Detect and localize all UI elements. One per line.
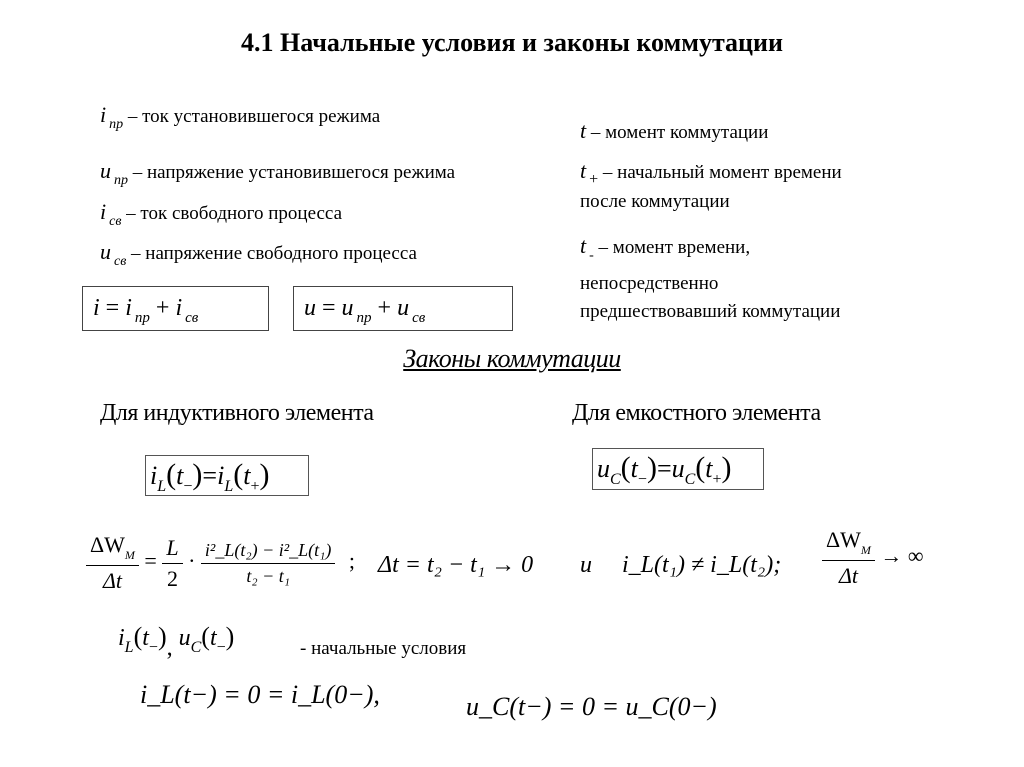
subscript: - bbox=[589, 248, 594, 263]
energy-fraction bbox=[86, 532, 139, 594]
symbol: t bbox=[243, 461, 251, 490]
subscript: C bbox=[610, 471, 621, 488]
subscript: пр bbox=[134, 310, 150, 326]
subscript: пр bbox=[356, 310, 372, 326]
voltage-sum-box bbox=[293, 286, 513, 331]
paren: ) bbox=[225, 622, 235, 651]
operator: = bbox=[202, 461, 218, 490]
fraction-denominator: 2 bbox=[166, 565, 178, 591]
symbol: u bbox=[597, 454, 610, 483]
il-zero-condition: i_L(t−) = 0 = i_L(0−), bbox=[140, 680, 380, 709]
subscript: св bbox=[412, 310, 426, 326]
operator: = bbox=[144, 548, 157, 574]
paren: ) bbox=[192, 458, 203, 491]
voltage-sum-formula bbox=[304, 295, 425, 327]
symbol: i bbox=[100, 199, 107, 224]
paren: ) bbox=[259, 458, 270, 491]
symbol: t bbox=[580, 158, 587, 183]
il-symbol: i bbox=[118, 625, 125, 651]
fraction-numerator bbox=[822, 527, 875, 561]
subscript: L bbox=[124, 639, 134, 656]
section-heading: Законы коммутации bbox=[403, 344, 621, 373]
fraction-denominator: Δt bbox=[838, 563, 858, 588]
symbol: t bbox=[580, 118, 587, 143]
definition-t-minus bbox=[580, 232, 840, 326]
subscript: M bbox=[124, 548, 135, 562]
definition-text: – начальный момент времени bbox=[602, 162, 842, 183]
definition-text: – ток установившегося режима bbox=[127, 106, 381, 127]
fraction-numerator bbox=[86, 532, 139, 566]
operator: + bbox=[377, 295, 392, 321]
paren: ) bbox=[721, 451, 732, 484]
delta-t-limit: Δt = t₂ − t₁ → 0 bbox=[378, 552, 534, 578]
definition-text: – напряжение установившегося режима bbox=[132, 162, 456, 183]
definition-t bbox=[580, 120, 768, 144]
symbol: u bbox=[100, 158, 111, 183]
definition-u-sv bbox=[100, 241, 417, 273]
page-title: 4.1 Начальные условия и законы коммутации bbox=[241, 28, 783, 57]
separator: ; bbox=[348, 548, 356, 574]
paren: ( bbox=[233, 458, 244, 491]
definition-i-pr bbox=[100, 104, 380, 136]
fraction-denominator: t₂ − t₁ bbox=[246, 565, 290, 586]
subscript: C bbox=[684, 471, 696, 488]
symbol: u bbox=[671, 454, 685, 483]
paren: ) bbox=[646, 451, 657, 484]
limit-fraction bbox=[822, 527, 875, 589]
symbol: u bbox=[304, 295, 316, 321]
uc-zero-condition: u_C(t−) = 0 = u_C(0−) bbox=[466, 692, 717, 721]
subscript: − bbox=[183, 478, 193, 495]
paren: ( bbox=[201, 622, 210, 651]
subscript: C bbox=[190, 639, 202, 656]
operator: + bbox=[155, 295, 170, 321]
operator: · bbox=[188, 548, 196, 574]
operator: = bbox=[322, 295, 336, 321]
fraction-numerator: i²_L(t₂) − i²_L(t₁) bbox=[201, 540, 335, 564]
subscript: − bbox=[637, 471, 647, 488]
subscript: св bbox=[114, 254, 127, 269]
symbol: t bbox=[176, 461, 184, 490]
symbol: i bbox=[100, 102, 107, 127]
energy-derivative-equation bbox=[86, 532, 355, 594]
capacitive-law-box bbox=[592, 448, 764, 490]
initial-condition-symbols: $i_L(t_-)$, $u_C(t_-)$ bbox=[118, 622, 235, 661]
definition-text: – напряжение свободного процесса bbox=[131, 243, 417, 264]
definition-text: – момент коммутации bbox=[590, 122, 769, 143]
subscript: L bbox=[157, 478, 167, 495]
inductive-law-box bbox=[145, 455, 309, 496]
energy-limit bbox=[822, 527, 924, 589]
symbol: i bbox=[93, 295, 100, 321]
conjunction: и bbox=[580, 552, 592, 578]
subscript: пр bbox=[109, 117, 124, 132]
delta-w: ΔW bbox=[90, 532, 125, 557]
coefficient-fraction bbox=[162, 535, 182, 592]
inductive-law-formula bbox=[150, 458, 269, 496]
symbol: t bbox=[209, 625, 217, 651]
definition-text: – ток свободного процесса bbox=[126, 203, 343, 224]
paren: ) bbox=[157, 622, 167, 651]
symbol: t bbox=[580, 233, 587, 258]
symbol: t bbox=[142, 625, 149, 651]
current-inequality: i_L(t₁) ≠ i_L(t₂); bbox=[622, 552, 782, 578]
symbol: i bbox=[150, 461, 158, 490]
symbol: t bbox=[705, 454, 713, 483]
subscript: + bbox=[250, 478, 260, 495]
symbol: i bbox=[175, 295, 183, 321]
definition-u-pr bbox=[100, 160, 455, 192]
fraction-numerator: L bbox=[162, 535, 182, 564]
subscript: пр bbox=[114, 173, 128, 188]
capacitive-law-formula bbox=[597, 451, 732, 489]
symbol: u bbox=[341, 295, 354, 321]
current-sum-box bbox=[82, 286, 269, 331]
operator: = bbox=[656, 454, 672, 483]
definition-text-line2: после коммутации bbox=[580, 191, 730, 212]
definition-text-line3: предшествовавший коммутации bbox=[580, 301, 841, 322]
subscript: − bbox=[148, 639, 158, 656]
subscript: M bbox=[860, 543, 871, 557]
inductive-label: Для индуктивного элемента bbox=[100, 400, 374, 426]
initial-conditions-label: - начальные условия bbox=[300, 638, 467, 659]
definition-i-sv bbox=[100, 201, 342, 233]
paren: ( bbox=[166, 458, 177, 491]
current-sum-formula bbox=[93, 295, 198, 327]
symbol: i bbox=[125, 295, 132, 321]
paren: ( bbox=[695, 451, 706, 484]
delta-w: ΔW bbox=[826, 527, 861, 552]
fraction-denominator: Δt bbox=[102, 568, 122, 593]
operator: = bbox=[105, 295, 120, 321]
paren: ( bbox=[133, 622, 143, 651]
definition-text: – момент времени, bbox=[598, 237, 751, 258]
capacitive-label: Для емкостного элемента bbox=[572, 400, 821, 426]
limit-arrow: → ∞ bbox=[880, 543, 924, 569]
subscript: св bbox=[109, 214, 122, 229]
subscript: L bbox=[224, 478, 234, 495]
uc-symbol: u bbox=[178, 625, 191, 651]
definition-text-line2: непосредственно bbox=[580, 273, 719, 294]
subscript: св bbox=[185, 310, 199, 326]
symbol: i bbox=[217, 461, 225, 490]
definition-t-plus bbox=[580, 160, 842, 213]
subscript: + bbox=[589, 171, 599, 188]
symbol: u bbox=[397, 295, 410, 321]
paren: ( bbox=[620, 451, 631, 484]
symbol: t bbox=[630, 454, 638, 483]
subscript: + bbox=[712, 471, 722, 488]
subscript: − bbox=[216, 639, 226, 656]
current-difference-fraction bbox=[201, 540, 335, 587]
symbol: u bbox=[100, 239, 111, 264]
